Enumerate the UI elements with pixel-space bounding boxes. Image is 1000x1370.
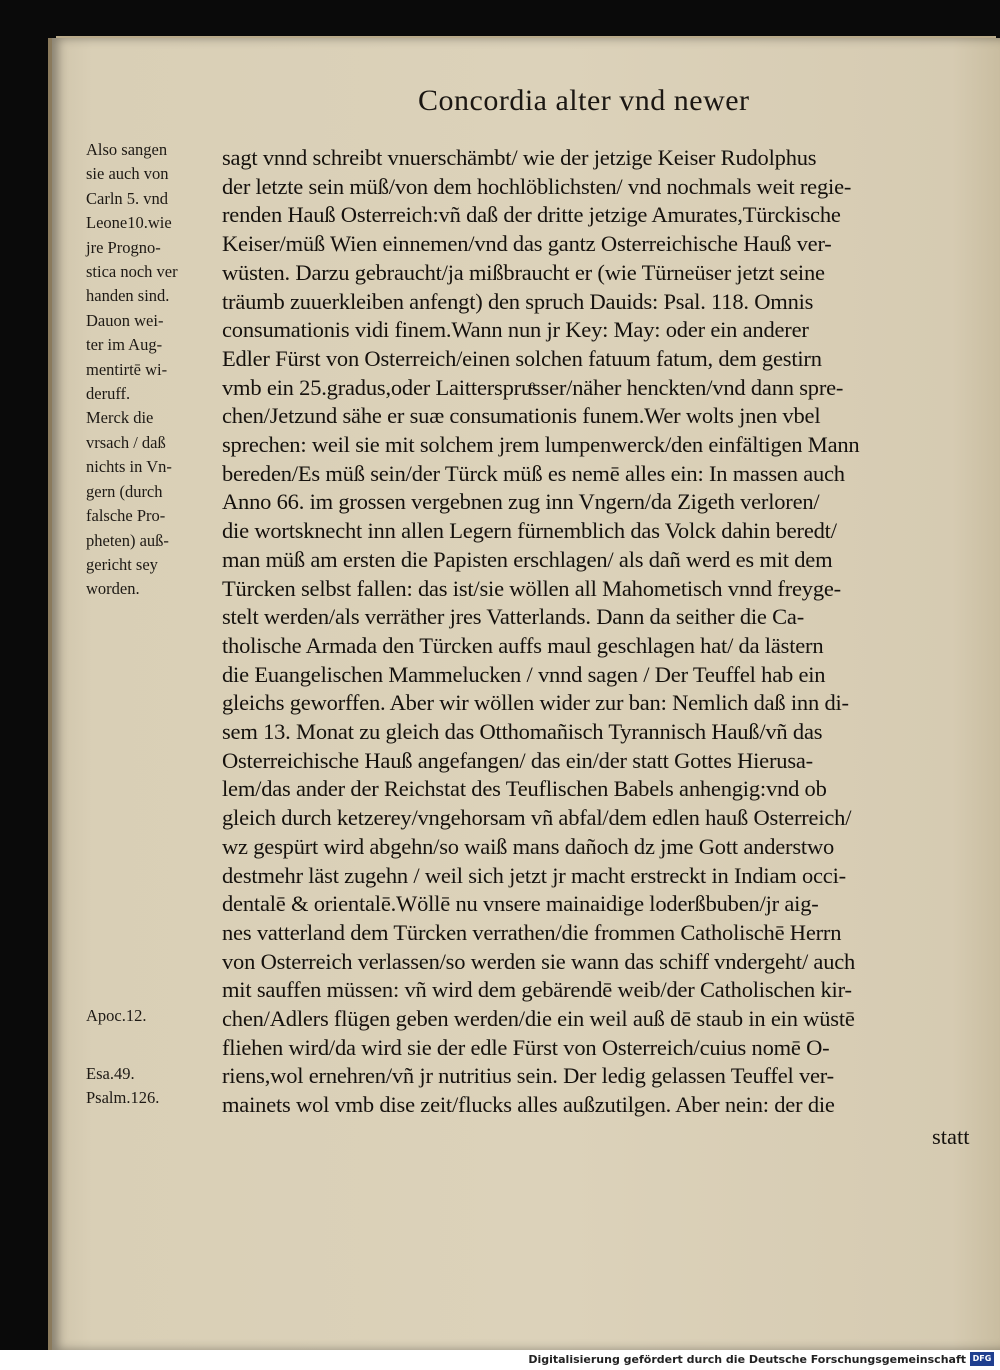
text-line: Anno 66. im grossen vergebnen zug inn Vngern/da Zigeth verloren/	[222, 489, 820, 515]
margin-line: Also sangen	[86, 140, 168, 159]
text-line: wz gespürt wird abgehn/so waiß mans dañoch dz jme Gott anderstwo	[222, 833, 835, 859]
text-line: vmb ein 25.gradus,oder Laitterspruͤsser/näher henckten/vnd dann spre-	[222, 374, 844, 400]
margin-line: falsche Pro-	[86, 506, 166, 526]
text-line: chen/Adlers flügen geben werden/die ein weil auß dē staub in ein wüstē	[222, 1006, 855, 1031]
text-line: consumationis vidi finem.Wann nun jr Key: May: oder ein anderer	[222, 317, 809, 343]
funding-credit: Digitalisierung gefördert durch die Deutsche Forschungsgemeinschaft	[528, 1353, 966, 1366]
text-line: sagt vnnd schreibt vnuerschämbt/ wie der jetzige Keiser Rudolphus	[222, 145, 817, 170]
margin-line: nichts in Vn-	[86, 457, 172, 477]
text-line: fliehen wird/da wird sie der edle Fürst von Osterreich/cuius nomē O-	[222, 1034, 830, 1060]
text-line: träumb zuuerkleiben anfengt) den spruch Dauids: Psal. 118. Omnis	[222, 288, 814, 314]
text-line: Edler Fürst von Osterreich/einen solchen fatuum fatum, dem gestirn	[222, 345, 822, 371]
text-line: gleich durch ketzerey/vngehorsam vñ abfal/dem edlen hauß Osterreich/	[222, 805, 852, 831]
margin-line: stica noch ver	[86, 262, 178, 282]
margin-line: worden.	[86, 579, 140, 599]
margin-line: mentirtē wi-	[86, 359, 168, 379]
margin-ref-esa: Esa.49.	[86, 1064, 135, 1083]
text-line: sprechen: weil sie mit solchem jrem lumpenwerck/den einfältigen Mann	[222, 432, 860, 457]
text-line: destmehr läst zugehn / weil sich jetzt jr macht erstreckt in Indiam occi-	[222, 862, 846, 888]
margin-ref-apoc: Apoc.12.	[86, 1006, 147, 1025]
text-line: die wortsknecht inn allen Legern fürnemblich das Volck dahin beredt/	[222, 518, 837, 544]
dfg-logo-icon: DFG	[970, 1352, 994, 1366]
margin-line: sie auch von	[86, 164, 169, 184]
text-line: lem/das ander der Reichstat des Teuflischen Babels anhengig:vnd ob	[222, 776, 827, 802]
text-line: chen/Jetzund sähe er suæ consumationis funem.Wer wolts jnen vbel	[222, 403, 821, 429]
text-line: man müß am ersten die Papisten erschlagen/ als dañ werd es mit dem	[222, 546, 833, 572]
text-line: die Euangelischen Mammelucken / vnnd sagen / Der Teuffel hab ein	[222, 661, 826, 687]
catchword: statt	[932, 1124, 970, 1149]
margin-line: gericht sey	[86, 554, 158, 574]
margin-line: jre Progno-	[86, 237, 161, 257]
margin-line: Leone10.wie	[86, 213, 172, 233]
margin-line: vrsach / daß	[86, 432, 166, 452]
text-line: sem 13. Monat zu gleich das Otthomañisch Tyrannisch Hauß/vñ das	[222, 719, 823, 744]
marginal-note	[86, 138, 222, 602]
text-line: der letzte sein müß/von dem hochlöblichsten/ vnd nochmals weit regie-	[222, 173, 852, 199]
text-line: dentalē & orientalē.Wöllē nu vnsere mainaidige loderßbuben/jr aig-	[222, 891, 819, 917]
text-line: renden Hauß Osterreich:vñ daß der dritte jetzige Amurates,Türckische	[222, 202, 841, 228]
text-line: stelt werden/als verräther jres Vatterlands. Dann da seither die Ca-	[222, 604, 805, 630]
text-line: riens,wol ernehren/vñ jr nutritius sein. Der ledig gelassen Teuffel ver-	[222, 1063, 834, 1089]
running-header: Concordia alter vnd newer	[418, 84, 750, 117]
text-line: Osterreichische Hauß angefangen/ das ein/der statt Gottes Hierusa-	[222, 747, 813, 773]
text-line: bereden/Es müß sein/der Türck müß es nemē alles ein: In massen auch	[222, 460, 845, 486]
margin-line: handen sind.	[86, 286, 170, 306]
margin-line: Merck die	[86, 408, 154, 428]
text-line: gleichs geworffen. Aber wir wöllen wider zur ban: Nemlich daß inn di-	[222, 690, 849, 716]
margin-line: Dauon wei-	[86, 310, 164, 330]
text-line: wüsten. Darzu gebraucht/ja mißbraucht er (wie Türneüser jetzt seine	[222, 259, 825, 285]
margin-line: gern (durch	[86, 481, 163, 501]
text-line: nes vatterland dem Türcken verrathen/die frommen Catholischē Herrn	[222, 919, 842, 945]
text-line: mit sauffen müssen: vñ wird dem gebärendē weib/der Catholischen kir-	[222, 977, 852, 1003]
text-line: Keiser/müß Wien einnemen/vnd das gantz Osterreichische Hauß ver-	[222, 231, 832, 257]
text-line: mainets wol vmb dise zeit/flucks alles außzutilgen. Aber nein: der die	[222, 1092, 835, 1118]
margin-line: ter im Aug-	[86, 335, 163, 355]
margin-line: Carln 5. vnd	[86, 188, 169, 208]
margin-line: pheten) auß-	[86, 530, 169, 550]
text-line: Türcken selbst fallen: das ist/sie wöllen all Mahometisch vnnd freyge-	[222, 575, 841, 601]
text-line: tholische Armada den Türcken auffs maul geschlagen hat/ da lästern	[222, 632, 824, 658]
margin-line: deruff.	[86, 384, 131, 404]
margin-ref-psalm: Psalm.126.	[86, 1088, 160, 1107]
text-line: von Osterreich verlassen/so werden sie wann das schiff vndergeht/ auch	[222, 948, 856, 974]
